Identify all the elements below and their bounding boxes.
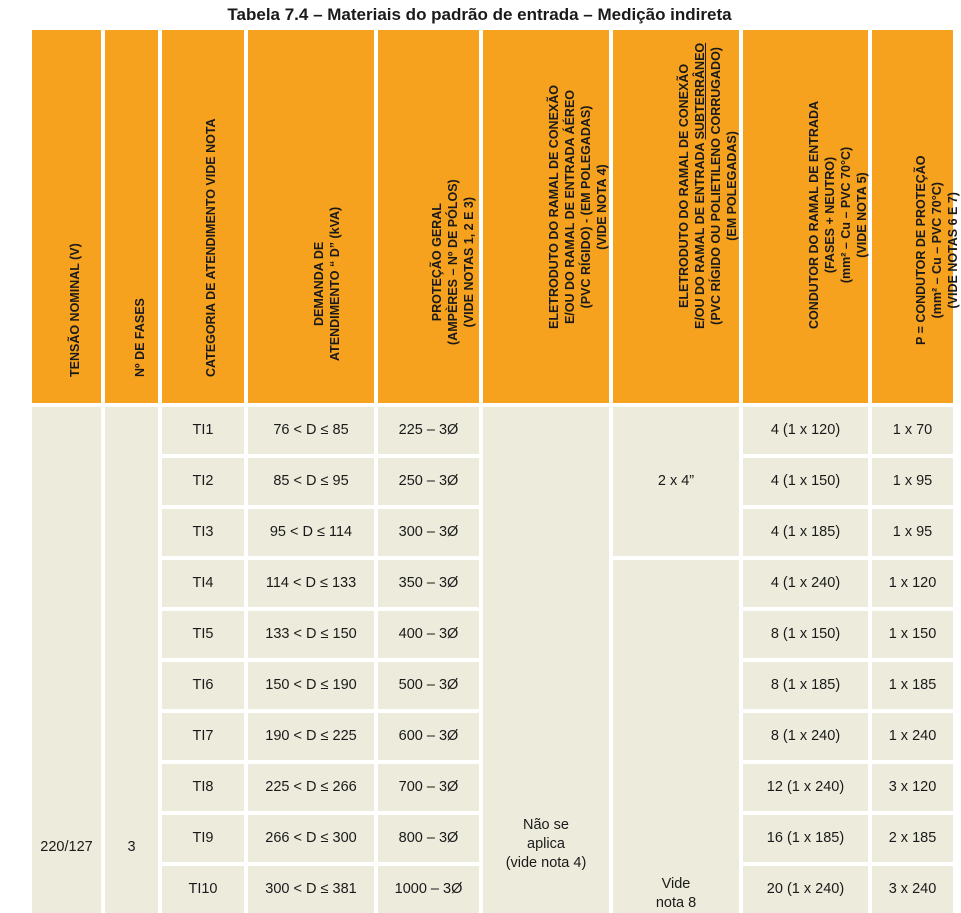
header-condutor-protecao: P = CONDUTOR DE PROTEÇÃO (mm² – Cu – PVC 70°C) (VIDE NOTAS 6 E 7) [872,30,953,403]
aereo-note-line3: (vide nota 4) [505,855,587,871]
demanda-cell: 150 < D ≤ 190 [248,662,374,709]
categoria-cell: TI7 [162,713,244,760]
categoria-cell: TI1 [162,407,244,454]
condutor-ramal-cell: 16 (1 x 185) [743,815,868,862]
header-eletroduto-subterraneo: ELETRODUTO DO RAMAL DE CONEXÃO E/OU DO RAMAL DE ENTRADA SUBTERRÂNEO (PVC RÍGIDO OU POLIETILENO CORRUGADO) (EM POLEGADAS) [613,30,739,403]
fases-cell: 3 [105,407,158,913]
condutor-protecao-cell: 1 x 240 [872,713,953,760]
header-protecao-geral: PROTEÇÃO GERAL (AMPÈRES – Nº DE PÓLOS) (VIDE NOTAS 1, 2 E 3) [378,30,479,403]
condutor-ramal-cell: 4 (1 x 120) [743,407,868,454]
condutor-protecao-cell: 2 x 185 [872,815,953,862]
condutor-protecao-cell: 1 x 185 [872,662,953,709]
protecao-cell: 800 – 3Ø [378,815,479,862]
eletroduto-subterraneo-top-cell: 2 x 4” [613,407,739,556]
header-numero-fases: Nº DE FASES [105,30,158,403]
condutor-ramal-cell: 12 (1 x 240) [743,764,868,811]
condutor-ramal-cell: 4 (1 x 150) [743,458,868,505]
protecao-cell: 225 – 3Ø [378,407,479,454]
categoria-cell: TI8 [162,764,244,811]
condutor-ramal-cell: 8 (1 x 240) [743,713,868,760]
header-tensao-nominal: TENSÃO NOMINAL (V) [32,30,101,403]
demanda-cell: 95 < D ≤ 114 [248,509,374,556]
categoria-cell: TI9 [162,815,244,862]
categoria-cell: TI5 [162,611,244,658]
demanda-cell: 225 < D ≤ 266 [248,764,374,811]
demanda-cell: 76 < D ≤ 85 [248,407,374,454]
demanda-cell: 300 < D ≤ 381 [248,866,374,913]
categoria-cell: TI6 [162,662,244,709]
categoria-cell: TI3 [162,509,244,556]
condutor-ramal-cell: 4 (1 x 240) [743,560,868,607]
aereo-note-line1: Não se [523,817,569,833]
condutor-ramal-cell: 4 (1 x 185) [743,509,868,556]
subterraneo-note-line2: nota 8 [655,895,697,911]
eletroduto-subterraneo-bottom-cell [613,560,739,913]
condutor-ramal-cell: 20 (1 x 240) [743,866,868,913]
demanda-cell: 85 < D ≤ 95 [248,458,374,505]
eletroduto-aereo-cell [483,407,609,913]
categoria-cell: TI10 [162,866,244,913]
protecao-cell: 400 – 3Ø [378,611,479,658]
header-categoria: CATEGORIA DE ATENDIMENTO VIDE NOTA [162,30,244,403]
condutor-protecao-cell: 1 x 95 [872,509,953,556]
condutor-ramal-cell: 8 (1 x 150) [743,611,868,658]
materials-table [32,30,960,911]
demanda-cell: 114 < D ≤ 133 [248,560,374,607]
aereo-note-line2: aplica [527,836,565,852]
header-demanda: DEMANDA DE ATENDIMENTO “ D” (kVA) [248,30,374,403]
condutor-protecao-cell: 1 x 95 [872,458,953,505]
condutor-protecao-cell: 1 x 120 [872,560,953,607]
protecao-cell: 1000 – 3Ø [378,866,479,913]
condutor-protecao-cell: 1 x 150 [872,611,953,658]
protecao-cell: 600 – 3Ø [378,713,479,760]
table-title: Tabela 7.4 – Materiais do padrão de entrada – Medição indireta [227,5,732,24]
header-condutor-ramal: CONDUTOR DO RAMAL DE ENTRADA (FASES + NEUTRO) (mm² – Cu – PVC 70°C) (VIDE NOTA 5) [743,30,868,403]
protecao-cell: 500 – 3Ø [378,662,479,709]
tensao-cell: 220/127 [32,407,101,913]
subterraneo-note-line1: Vide [661,876,691,892]
protecao-cell: 300 – 3Ø [378,509,479,556]
categoria-cell: TI4 [162,560,244,607]
protecao-cell: 700 – 3Ø [378,764,479,811]
condutor-protecao-cell: 3 x 240 [872,866,953,913]
demanda-cell: 190 < D ≤ 225 [248,713,374,760]
categoria-cell: TI2 [162,458,244,505]
condutor-protecao-cell: 3 x 120 [872,764,953,811]
condutor-protecao-cell: 1 x 70 [872,407,953,454]
demanda-cell: 266 < D ≤ 300 [248,815,374,862]
header-eletroduto-aereo: ELETRODUTO DO RAMAL DE CONEXÃO E/OU DO RAMAL DE ENTRADA ÁÉREO (PVC RÍGIDO) - (EM POLEGADAS) (VIDE NOTA 4) [483,30,609,403]
protecao-cell: 350 – 3Ø [378,560,479,607]
condutor-ramal-cell: 8 (1 x 185) [743,662,868,709]
protecao-cell: 250 – 3Ø [378,458,479,505]
demanda-cell: 133 < D ≤ 150 [248,611,374,658]
